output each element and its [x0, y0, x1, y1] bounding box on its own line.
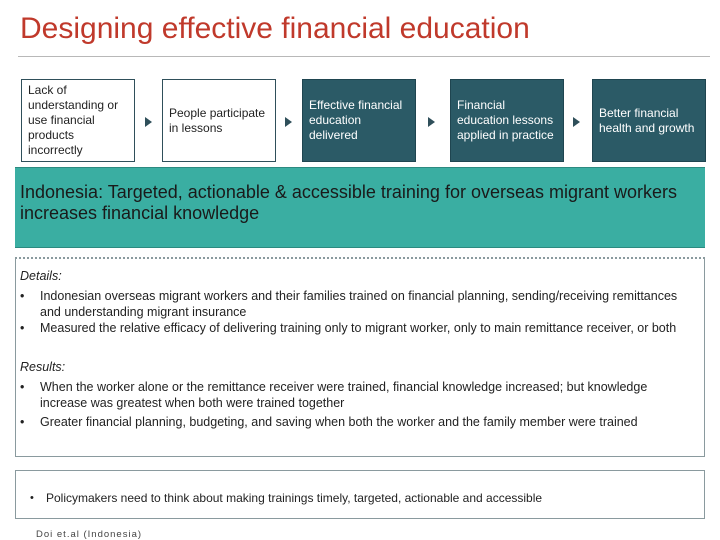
flow-arrow: [145, 117, 152, 127]
citation: Doi et.al (Indonesia): [36, 529, 143, 540]
bullet-marker: •: [30, 492, 34, 504]
flow-box-text: Effective financial education delivered: [309, 98, 403, 142]
flow-box-problem: [21, 79, 135, 162]
results-heading: Results:: [20, 360, 66, 374]
flow-arrow: [428, 117, 435, 127]
flow-box-text: People participate in lessons: [169, 105, 266, 135]
results-bullet: When the worker alone or the remittance receiver were trained, financial knowledge increased; but knowledge increase was greatest when both were trained together: [40, 380, 648, 410]
details-bullet: Indonesian overseas migrant workers and their families trained on financial planning, sending/receiving remittances and understanding migrant insurance: [40, 289, 678, 319]
flow-box-text: Better financial health and growth: [599, 105, 695, 135]
flow-arrow: [573, 117, 580, 127]
slide-title: Designing effective financial education: [20, 12, 530, 45]
policy-text: Policymakers need to think about making trainings timely, targeted, actionable and accessible: [46, 491, 543, 505]
results-bullet: Greater financial planning, budgeting, and saving when both the worker and the family member were trained: [40, 415, 638, 429]
details-bullet: Measured the relative efficacy of delivering training only to migrant worker, only to main remittance receiver, or both: [40, 321, 677, 335]
policy-panel: [15, 470, 705, 519]
bullet-marker: •: [20, 289, 25, 303]
headline-text: Indonesia: Targeted, actionable & accessible training for overseas migrant workers increases financial knowledge: [20, 182, 678, 223]
flow-box-applied: [450, 79, 564, 162]
details-panel: [15, 257, 705, 457]
flow-arrow: [285, 117, 292, 127]
flow-box-text: Financial education lessons applied in practice: [457, 98, 554, 142]
bullet-marker: •: [20, 415, 25, 429]
flow-box-participate: [162, 79, 276, 162]
title-divider: [18, 56, 710, 57]
flow-box-text: Lack of understanding or use financial products incorrectly: [28, 83, 119, 157]
details-heading: Details:: [20, 269, 62, 283]
bullet-marker: •: [20, 380, 25, 394]
bullet-marker: •: [20, 321, 25, 335]
flow-box-outcome: [592, 79, 706, 162]
headline-band: [15, 167, 705, 248]
flow-box-delivered: [302, 79, 416, 162]
